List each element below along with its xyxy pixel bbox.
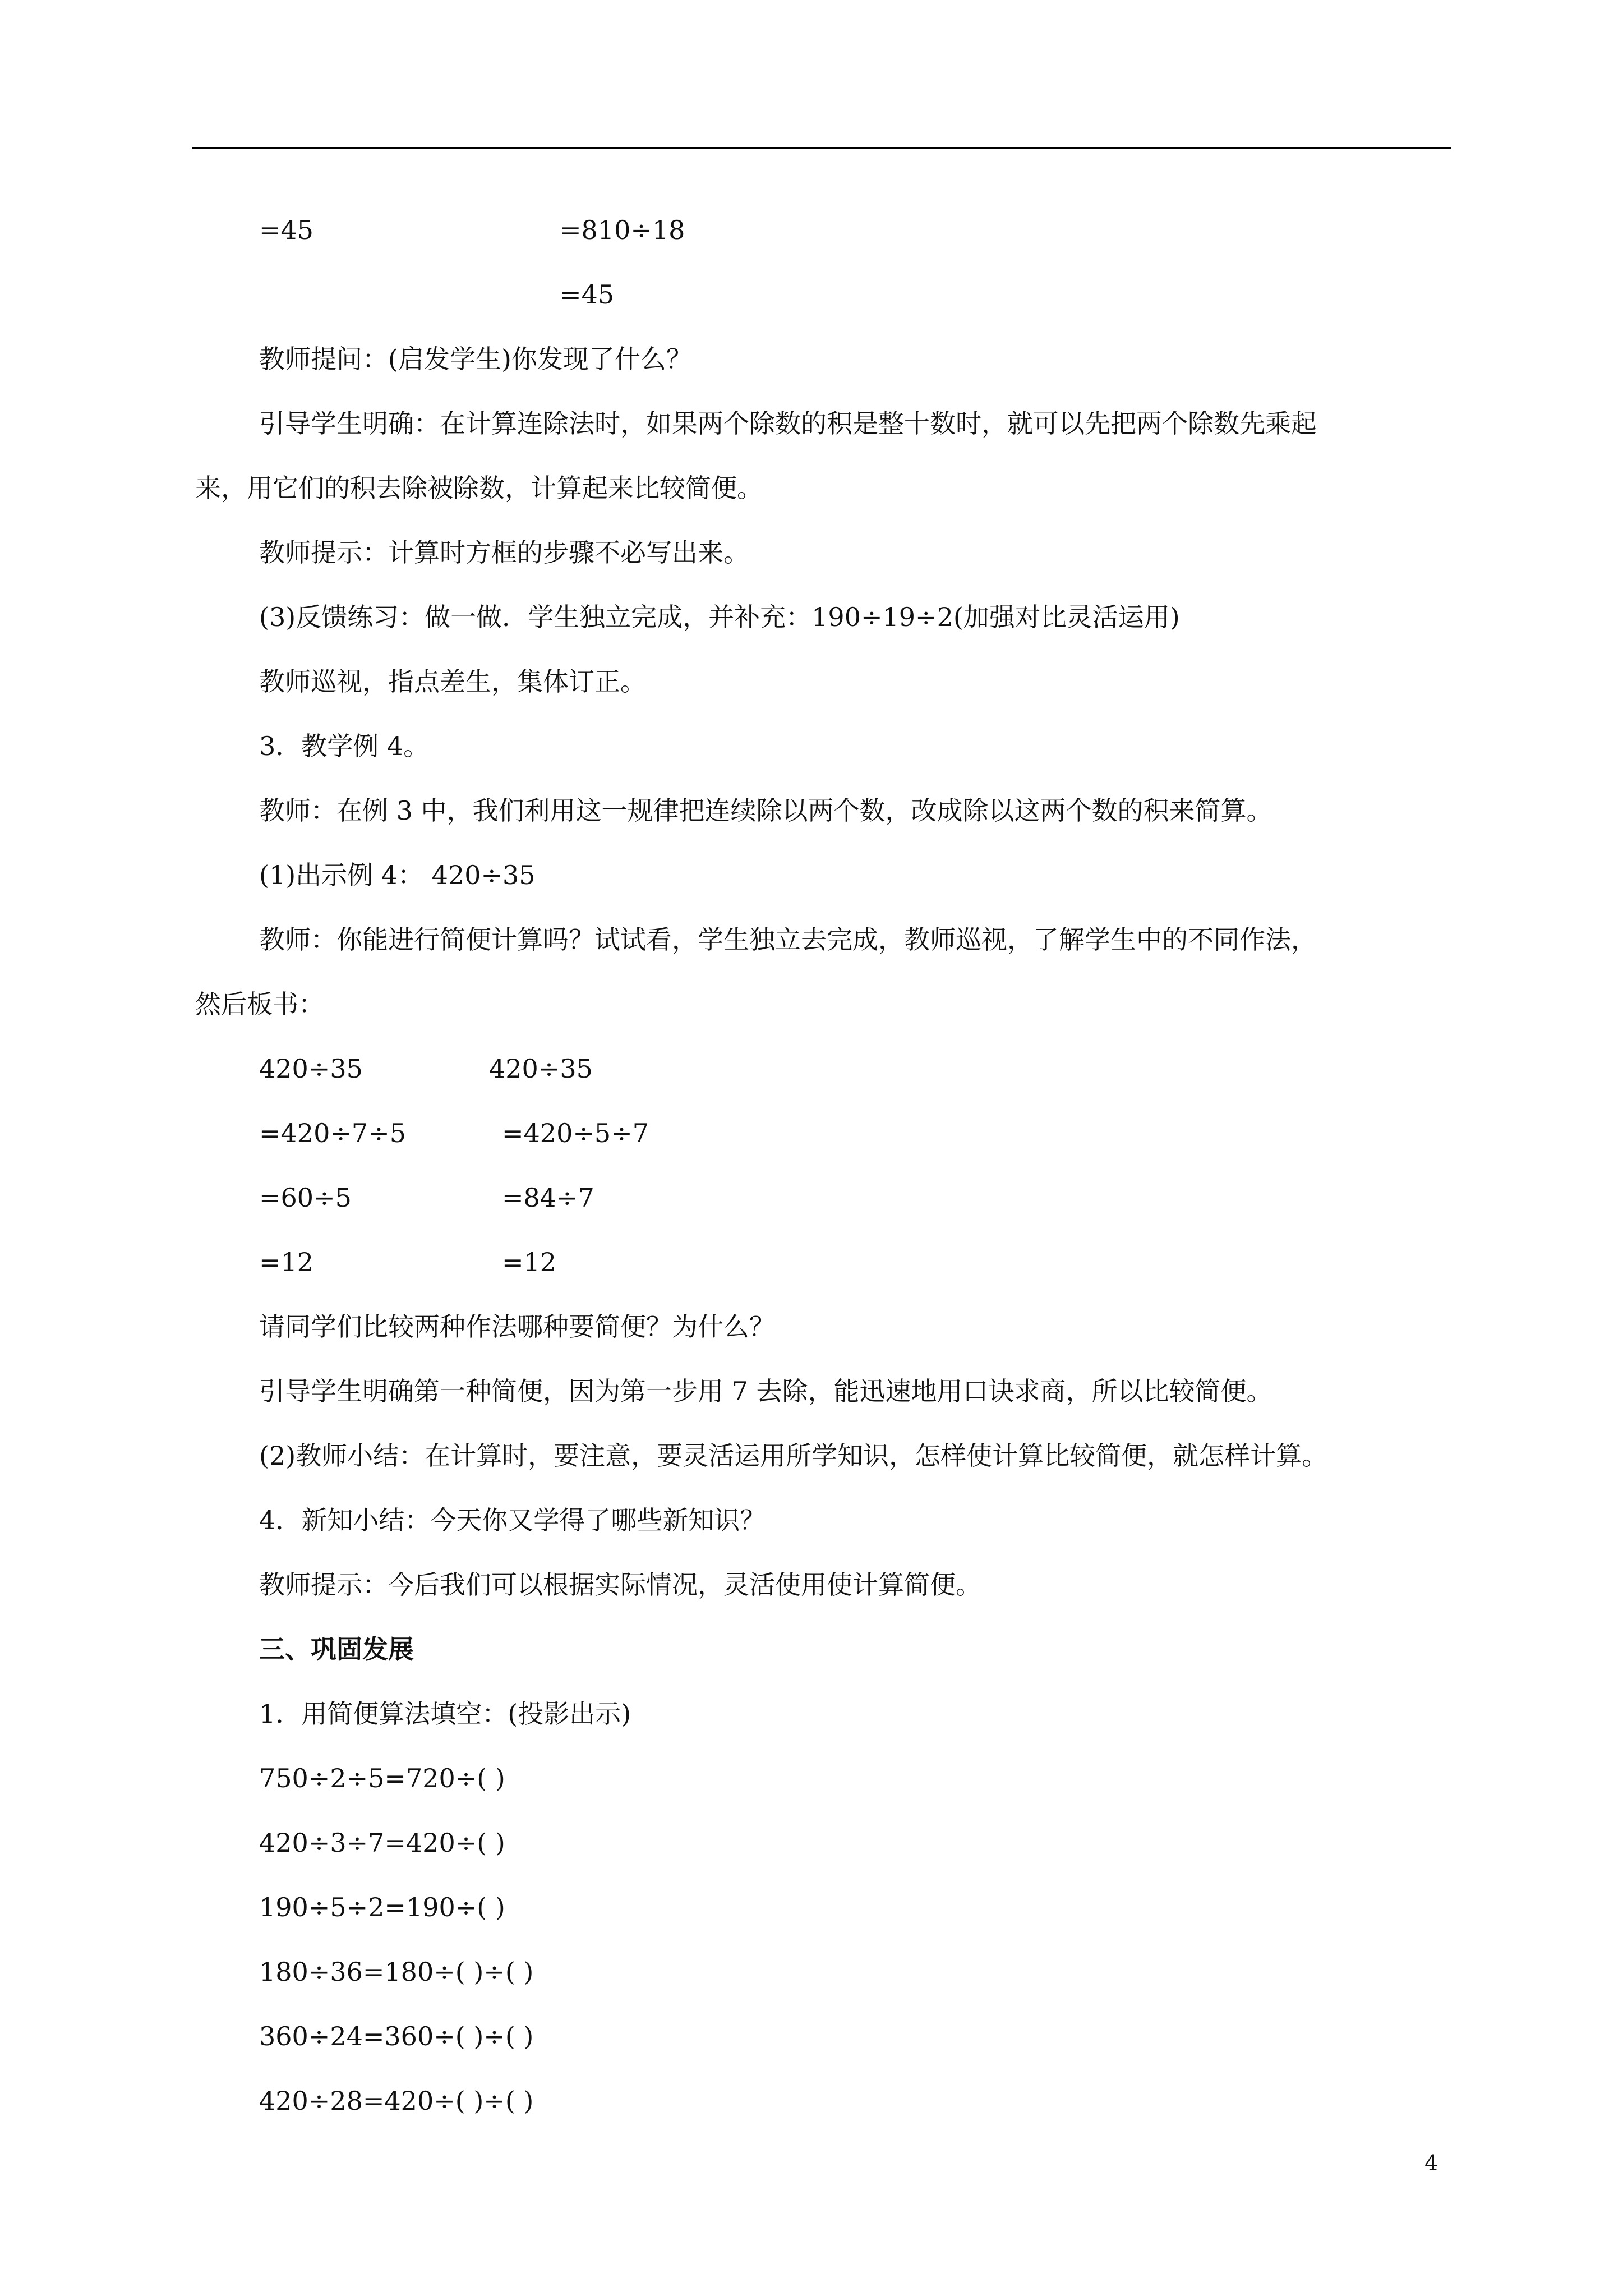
feedback-practice: (3)反馈练习：做一做．学生独立完成，并补充：190÷19÷2(加强对比灵活运用) [259,602,1180,632]
teacher-ask-line-2: 然后板书： [195,989,324,1019]
exercise-line: 180÷36=180÷( )÷( ) [259,1957,534,1987]
method-2-line-1: 420÷35 [489,1053,593,1084]
method-2-line-4: =12 [502,1247,557,1277]
page-number: 4 [1424,2151,1438,2175]
guide-paragraph-line-1: 引导学生明确：在计算连除法时，如果两个除数的积是整十数时，就可以先把两个除数先乘起 [259,408,1317,439]
teacher-patrol: 教师巡视，指点差生，集体订正。 [259,666,646,697]
calc-b-step: =810÷18 [560,215,685,245]
teacher-hint-final: 教师提示：今后我们可以根据实际情况，灵活使用使计算简便。 [259,1570,981,1600]
exercise-line: 420÷3÷7=420÷( ) [259,1828,505,1858]
exercise-line: 750÷2÷5=720÷( ) [259,1763,505,1793]
method-1-line-2: =420÷7÷5 [259,1118,406,1148]
teacher-hint: 教师提示：计算时方框的步骤不必写出来。 [259,537,749,568]
guide-paragraph-line-2: 来，用它们的积去除被除数，计算起来比较简便。 [195,473,763,503]
calc-a-result: =45 [259,215,314,245]
exercise-heading: 1．用简便算法填空：(投影出示) [259,1699,631,1729]
calc-b-result: =45 [560,279,615,310]
new-knowledge-summary: 4．新知小结：今天你又学得了哪些新知识？ [259,1505,766,1535]
exercise-line: 190÷5÷2=190÷( ) [259,1892,505,1922]
teacher-question: 教师提问：(启发学生)你发现了什么？ [259,344,692,374]
method-1-line-1: 420÷35 [259,1053,363,1084]
method-1-line-3: =60÷5 [259,1182,352,1213]
guide-conclusion: 引导学生明确第一种简便，因为第一步用 7 去除，能迅速地用口诀求商，所以比较简便。 [259,1376,1272,1406]
exercise-line: 360÷24=360÷( )÷( ) [259,2021,534,2051]
section-heading: 三、巩固发展 [259,1634,414,1664]
teacher-ask-line-1: 教师：你能进行简便计算吗？试试看，学生独立去完成，教师巡视，了解学生中的不同作法， [259,924,1317,955]
header-rule [192,147,1451,149]
method-2-line-2: =420÷5÷7 [502,1118,649,1148]
show-example-4: (1)出示例 4： 420÷35 [259,860,536,890]
method-1-line-4: =12 [259,1247,314,1277]
example-4-heading: 3．教学例 4。 [259,731,430,761]
method-2-line-3: =84÷7 [502,1182,594,1213]
teacher-intro: 教师：在例 3 中，我们利用这一规律把连续除以两个数，改成除以这两个数的积来简算。 [259,795,1272,826]
compare-question: 请同学们比较两种作法哪种要简便？为什么？ [259,1312,775,1342]
teacher-summary: (2)教师小结：在计算时，要注意，要灵活运用所学知识，怎样使计算比较简便，就怎样计算。 [259,1441,1328,1471]
exercise-line: 420÷28=420÷( )÷( ) [259,2086,534,2116]
